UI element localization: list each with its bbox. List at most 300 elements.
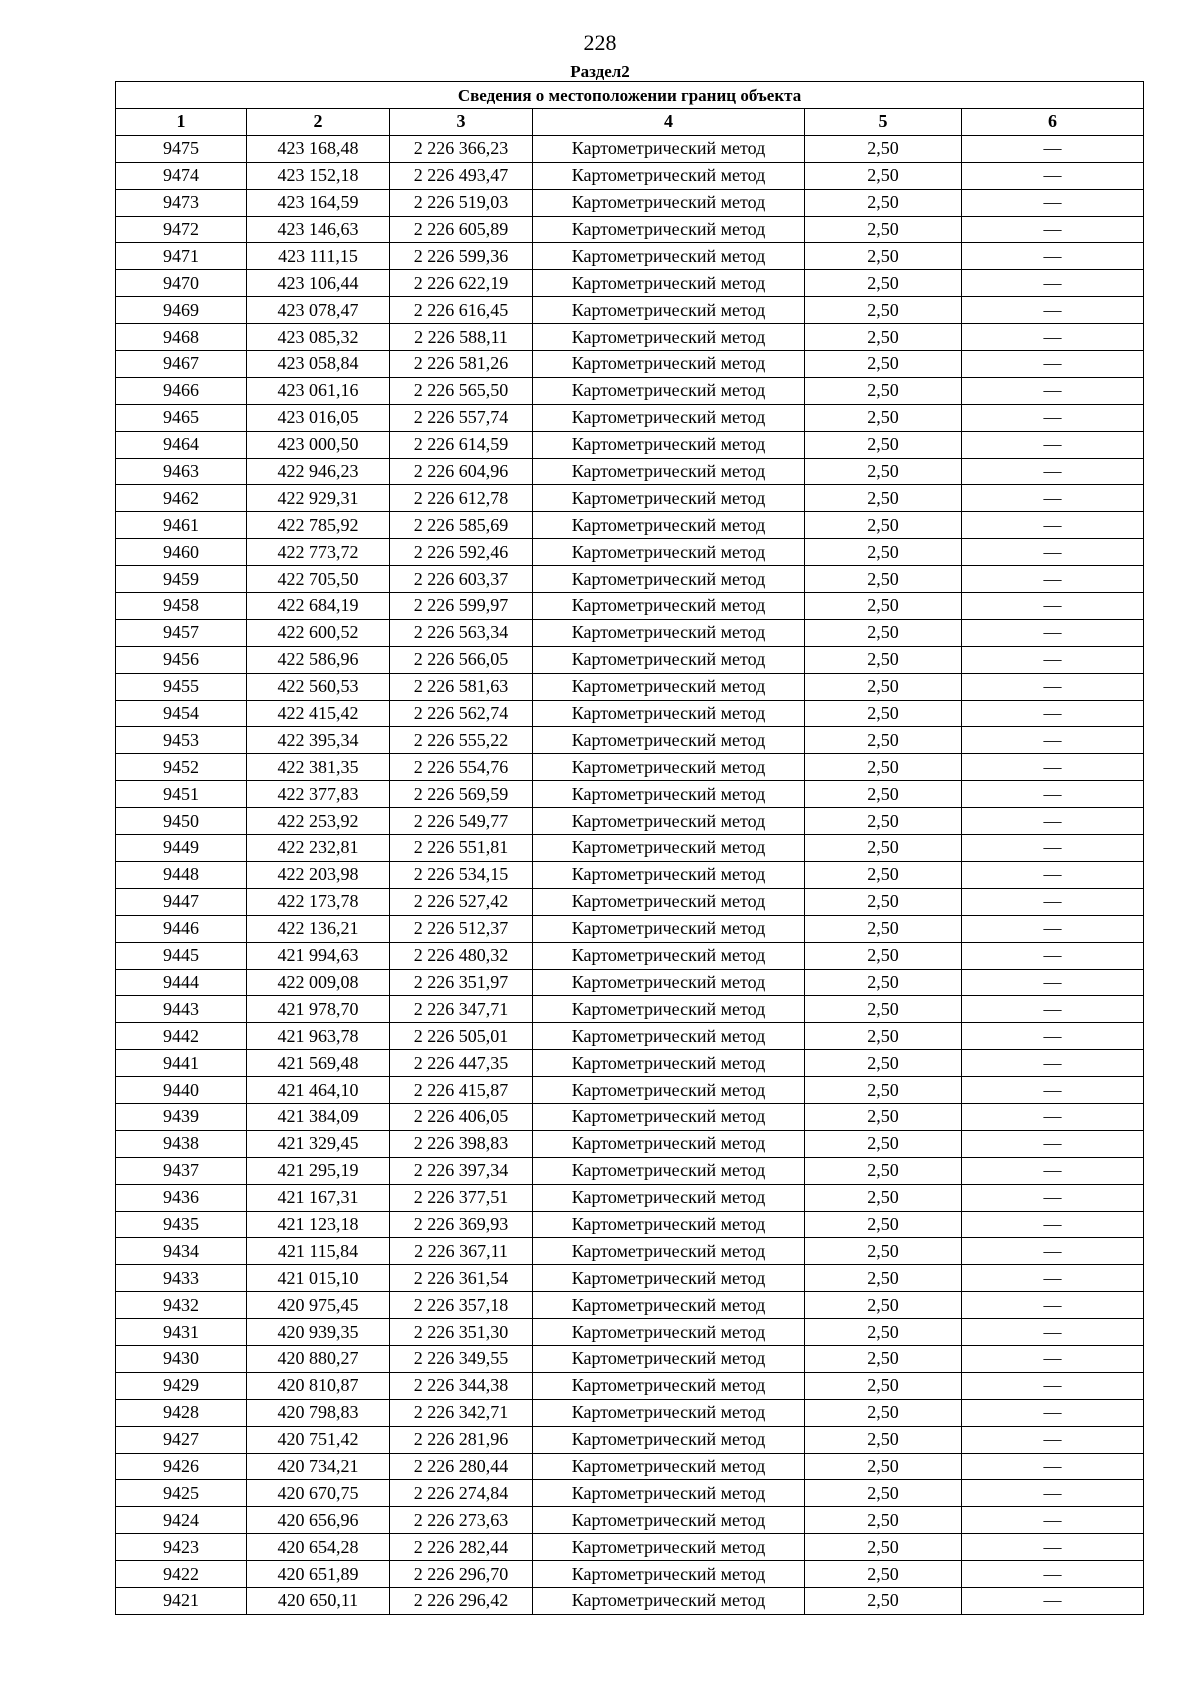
point-number-cell: 9474 [116, 162, 247, 189]
accuracy-cell: 2,50 [805, 942, 962, 969]
y-coordinate-cell: 2 226 397,34 [390, 1157, 533, 1184]
accuracy-cell: 2,50 [805, 808, 962, 835]
method-cell: Картометрический метод [533, 297, 805, 324]
x-coordinate-cell: 422 395,34 [247, 727, 390, 754]
method-cell: Картометрический метод [533, 1372, 805, 1399]
method-cell: Картометрический метод [533, 162, 805, 189]
table-row [116, 673, 1144, 700]
method-cell: Картометрический метод [533, 1319, 805, 1346]
table-row [116, 297, 1144, 324]
note-cell: — [962, 1480, 1144, 1507]
accuracy-cell: 2,50 [805, 1319, 962, 1346]
x-coordinate-cell: 423 111,15 [247, 243, 390, 270]
point-number-cell: 9466 [116, 377, 247, 404]
accuracy-cell: 2,50 [805, 1399, 962, 1426]
table-row [116, 1265, 1144, 1292]
note-cell: — [962, 700, 1144, 727]
y-coordinate-cell: 2 226 273,63 [390, 1507, 533, 1534]
y-coordinate-cell: 2 226 406,05 [390, 1103, 533, 1130]
accuracy-cell: 2,50 [805, 727, 962, 754]
caption-row [116, 82, 1144, 109]
method-cell: Картометрический метод [533, 1184, 805, 1211]
accuracy-cell: 2,50 [805, 915, 962, 942]
method-cell: Картометрический метод [533, 270, 805, 297]
accuracy-cell: 2,50 [805, 1103, 962, 1130]
point-number-cell: 9448 [116, 861, 247, 888]
y-coordinate-cell: 2 226 551,81 [390, 835, 533, 862]
y-coordinate-cell: 2 226 581,63 [390, 673, 533, 700]
y-coordinate-cell: 2 226 599,36 [390, 243, 533, 270]
x-coordinate-cell: 422 415,42 [247, 700, 390, 727]
table-row [116, 754, 1144, 781]
note-cell: — [962, 351, 1144, 378]
point-number-cell: 9446 [116, 915, 247, 942]
note-cell: — [962, 485, 1144, 512]
x-coordinate-cell: 423 016,05 [247, 404, 390, 431]
point-number-cell: 9458 [116, 593, 247, 620]
x-coordinate-cell: 422 377,83 [247, 781, 390, 808]
note-cell: — [962, 1372, 1144, 1399]
note-cell: — [962, 861, 1144, 888]
table-row [116, 1453, 1144, 1480]
x-coordinate-cell: 422 946,23 [247, 458, 390, 485]
method-cell: Картометрический метод [533, 1507, 805, 1534]
method-cell: Картометрический метод [533, 1023, 805, 1050]
note-cell: — [962, 808, 1144, 835]
x-coordinate-cell: 423 078,47 [247, 297, 390, 324]
accuracy-cell: 2,50 [805, 1157, 962, 1184]
accuracy-cell: 2,50 [805, 324, 962, 351]
y-coordinate-cell: 2 226 557,74 [390, 404, 533, 431]
point-number-cell: 9449 [116, 835, 247, 862]
method-cell: Картометрический метод [533, 1453, 805, 1480]
method-cell: Картометрический метод [533, 1345, 805, 1372]
table-row [116, 593, 1144, 620]
accuracy-cell: 2,50 [805, 888, 962, 915]
x-coordinate-cell: 420 880,27 [247, 1345, 390, 1372]
method-cell: Картометрический метод [533, 1399, 805, 1426]
method-cell: Картометрический метод [533, 1238, 805, 1265]
method-cell: Картометрический метод [533, 566, 805, 593]
table-row [116, 377, 1144, 404]
note-cell: — [962, 1130, 1144, 1157]
x-coordinate-cell: 422 785,92 [247, 512, 390, 539]
x-coordinate-cell: 421 464,10 [247, 1077, 390, 1104]
note-cell: — [962, 781, 1144, 808]
y-coordinate-cell: 2 226 512,37 [390, 915, 533, 942]
x-coordinate-cell: 420 810,87 [247, 1372, 390, 1399]
note-cell: — [962, 915, 1144, 942]
column-number-row [116, 109, 1144, 136]
table-row [116, 512, 1144, 539]
method-cell: Картометрический метод [533, 458, 805, 485]
method-cell: Картометрический метод [533, 1050, 805, 1077]
x-coordinate-cell: 423 168,48 [247, 135, 390, 162]
note-cell: — [962, 646, 1144, 673]
point-number-cell: 9435 [116, 1211, 247, 1238]
y-coordinate-cell: 2 226 603,37 [390, 566, 533, 593]
table-row [116, 969, 1144, 996]
accuracy-cell: 2,50 [805, 1211, 962, 1238]
table-row [116, 1372, 1144, 1399]
table-row [116, 324, 1144, 351]
column-number: 6 [962, 109, 1144, 136]
accuracy-cell: 2,50 [805, 431, 962, 458]
table-row [116, 404, 1144, 431]
point-number-cell: 9444 [116, 969, 247, 996]
x-coordinate-cell: 421 123,18 [247, 1211, 390, 1238]
accuracy-cell: 2,50 [805, 566, 962, 593]
method-cell: Картометрический метод [533, 1103, 805, 1130]
point-number-cell: 9423 [116, 1534, 247, 1561]
x-coordinate-cell: 420 734,21 [247, 1453, 390, 1480]
x-coordinate-cell: 421 384,09 [247, 1103, 390, 1130]
note-cell: — [962, 888, 1144, 915]
accuracy-cell: 2,50 [805, 1372, 962, 1399]
accuracy-cell: 2,50 [805, 969, 962, 996]
table-row [116, 1399, 1144, 1426]
y-coordinate-cell: 2 226 549,77 [390, 808, 533, 835]
y-coordinate-cell: 2 226 505,01 [390, 1023, 533, 1050]
method-cell: Картометрический метод [533, 1426, 805, 1453]
y-coordinate-cell: 2 226 447,35 [390, 1050, 533, 1077]
note-cell: — [962, 243, 1144, 270]
method-cell: Картометрический метод [533, 996, 805, 1023]
table-body [116, 135, 1144, 1614]
y-coordinate-cell: 2 226 349,55 [390, 1345, 533, 1372]
accuracy-cell: 2,50 [805, 781, 962, 808]
x-coordinate-cell: 422 173,78 [247, 888, 390, 915]
point-number-cell: 9442 [116, 1023, 247, 1050]
table-row [116, 1534, 1144, 1561]
y-coordinate-cell: 2 226 605,89 [390, 216, 533, 243]
x-coordinate-cell: 421 329,45 [247, 1130, 390, 1157]
point-number-cell: 9426 [116, 1453, 247, 1480]
table-row [116, 1292, 1144, 1319]
point-number-cell: 9468 [116, 324, 247, 351]
note-cell: — [962, 593, 1144, 620]
point-number-cell: 9462 [116, 485, 247, 512]
accuracy-cell: 2,50 [805, 1238, 962, 1265]
point-number-cell: 9437 [116, 1157, 247, 1184]
method-cell: Картометрический метод [533, 404, 805, 431]
table-row [116, 1507, 1144, 1534]
y-coordinate-cell: 2 226 534,15 [390, 861, 533, 888]
accuracy-cell: 2,50 [805, 1130, 962, 1157]
note-cell: — [962, 216, 1144, 243]
table-row [116, 996, 1144, 1023]
table-row [116, 1103, 1144, 1130]
method-cell: Картометрический метод [533, 1211, 805, 1238]
note-cell: — [962, 135, 1144, 162]
note-cell: — [962, 969, 1144, 996]
accuracy-cell: 2,50 [805, 1023, 962, 1050]
table-row [116, 888, 1144, 915]
note-cell: — [962, 1345, 1144, 1372]
y-coordinate-cell: 2 226 554,76 [390, 754, 533, 781]
accuracy-cell: 2,50 [805, 485, 962, 512]
point-number-cell: 9452 [116, 754, 247, 781]
method-cell: Картометрический метод [533, 673, 805, 700]
point-number-cell: 9440 [116, 1077, 247, 1104]
accuracy-cell: 2,50 [805, 754, 962, 781]
y-coordinate-cell: 2 226 527,42 [390, 888, 533, 915]
x-coordinate-cell: 422 586,96 [247, 646, 390, 673]
point-number-cell: 9471 [116, 243, 247, 270]
note-cell: — [962, 566, 1144, 593]
point-number-cell: 9430 [116, 1345, 247, 1372]
point-number-cell: 9429 [116, 1372, 247, 1399]
point-number-cell: 9441 [116, 1050, 247, 1077]
table-row [116, 619, 1144, 646]
method-cell: Картометрический метод [533, 216, 805, 243]
note-cell: — [962, 1319, 1144, 1346]
accuracy-cell: 2,50 [805, 1453, 962, 1480]
point-number-cell: 9451 [116, 781, 247, 808]
note-cell: — [962, 297, 1144, 324]
note-cell: — [962, 754, 1144, 781]
method-cell: Картометрический метод [533, 1561, 805, 1588]
method-cell: Картометрический метод [533, 1130, 805, 1157]
y-coordinate-cell: 2 226 366,23 [390, 135, 533, 162]
y-coordinate-cell: 2 226 280,44 [390, 1453, 533, 1480]
point-number-cell: 9434 [116, 1238, 247, 1265]
x-coordinate-cell: 423 058,84 [247, 351, 390, 378]
note-cell: — [962, 1426, 1144, 1453]
accuracy-cell: 2,50 [805, 243, 962, 270]
method-cell: Картометрический метод [533, 888, 805, 915]
method-cell: Картометрический метод [533, 1077, 805, 1104]
y-coordinate-cell: 2 226 622,19 [390, 270, 533, 297]
x-coordinate-cell: 420 651,89 [247, 1561, 390, 1588]
method-cell: Картометрический метод [533, 727, 805, 754]
note-cell: — [962, 1507, 1144, 1534]
table-row [116, 135, 1144, 162]
method-cell: Картометрический метод [533, 835, 805, 862]
x-coordinate-cell: 420 975,45 [247, 1292, 390, 1319]
point-number-cell: 9450 [116, 808, 247, 835]
x-coordinate-cell: 422 253,92 [247, 808, 390, 835]
accuracy-cell: 2,50 [805, 1184, 962, 1211]
table-row [116, 1238, 1144, 1265]
point-number-cell: 9473 [116, 189, 247, 216]
x-coordinate-cell: 423 106,44 [247, 270, 390, 297]
method-cell: Картометрический метод [533, 700, 805, 727]
point-number-cell: 9467 [116, 351, 247, 378]
boundary-table-container [115, 81, 1143, 1615]
y-coordinate-cell: 2 226 599,97 [390, 593, 533, 620]
y-coordinate-cell: 2 226 369,93 [390, 1211, 533, 1238]
x-coordinate-cell: 420 798,83 [247, 1399, 390, 1426]
table-row [116, 1319, 1144, 1346]
note-cell: — [962, 1453, 1144, 1480]
column-number: 5 [805, 109, 962, 136]
x-coordinate-cell: 421 295,19 [247, 1157, 390, 1184]
table-row [116, 915, 1144, 942]
table-row [116, 566, 1144, 593]
y-coordinate-cell: 2 226 581,26 [390, 351, 533, 378]
y-coordinate-cell: 2 226 344,38 [390, 1372, 533, 1399]
table-row [116, 539, 1144, 566]
note-cell: — [962, 1103, 1144, 1130]
table-row [116, 1050, 1144, 1077]
accuracy-cell: 2,50 [805, 996, 962, 1023]
note-cell: — [962, 673, 1144, 700]
point-number-cell: 9431 [116, 1319, 247, 1346]
table-row [116, 351, 1144, 378]
accuracy-cell: 2,50 [805, 512, 962, 539]
method-cell: Картометрический метод [533, 243, 805, 270]
y-coordinate-cell: 2 226 367,11 [390, 1238, 533, 1265]
y-coordinate-cell: 2 226 592,46 [390, 539, 533, 566]
table-row [116, 458, 1144, 485]
point-number-cell: 9456 [116, 646, 247, 673]
note-cell: — [962, 539, 1144, 566]
y-coordinate-cell: 2 226 612,78 [390, 485, 533, 512]
x-coordinate-cell: 422 232,81 [247, 835, 390, 862]
note-cell: — [962, 1211, 1144, 1238]
table-row [116, 1587, 1144, 1614]
accuracy-cell: 2,50 [805, 458, 962, 485]
point-number-cell: 9433 [116, 1265, 247, 1292]
y-coordinate-cell: 2 226 415,87 [390, 1077, 533, 1104]
method-cell: Картометрический метод [533, 915, 805, 942]
point-number-cell: 9427 [116, 1426, 247, 1453]
y-coordinate-cell: 2 226 274,84 [390, 1480, 533, 1507]
table-row [116, 1184, 1144, 1211]
x-coordinate-cell: 422 136,21 [247, 915, 390, 942]
point-number-cell: 9470 [116, 270, 247, 297]
note-cell: — [962, 1399, 1144, 1426]
note-cell: — [962, 431, 1144, 458]
method-cell: Картометрический метод [533, 1534, 805, 1561]
point-number-cell: 9436 [116, 1184, 247, 1211]
point-number-cell: 9464 [116, 431, 247, 458]
method-cell: Картометрический метод [533, 351, 805, 378]
x-coordinate-cell: 421 167,31 [247, 1184, 390, 1211]
accuracy-cell: 2,50 [805, 1292, 962, 1319]
accuracy-cell: 2,50 [805, 270, 962, 297]
y-coordinate-cell: 2 226 565,50 [390, 377, 533, 404]
accuracy-cell: 2,50 [805, 1265, 962, 1292]
note-cell: — [962, 942, 1144, 969]
x-coordinate-cell: 422 203,98 [247, 861, 390, 888]
note-cell: — [962, 1265, 1144, 1292]
table-row [116, 1130, 1144, 1157]
table-row [116, 1561, 1144, 1588]
point-number-cell: 9465 [116, 404, 247, 431]
accuracy-cell: 2,50 [805, 1587, 962, 1614]
note-cell: — [962, 458, 1144, 485]
table-row [116, 781, 1144, 808]
y-coordinate-cell: 2 226 569,59 [390, 781, 533, 808]
method-cell: Картометрический метод [533, 646, 805, 673]
x-coordinate-cell: 421 963,78 [247, 1023, 390, 1050]
y-coordinate-cell: 2 226 296,42 [390, 1587, 533, 1614]
x-coordinate-cell: 421 115,84 [247, 1238, 390, 1265]
x-coordinate-cell: 420 939,35 [247, 1319, 390, 1346]
x-coordinate-cell: 420 656,96 [247, 1507, 390, 1534]
note-cell: — [962, 404, 1144, 431]
column-number: 4 [533, 109, 805, 136]
accuracy-cell: 2,50 [805, 1480, 962, 1507]
point-number-cell: 9455 [116, 673, 247, 700]
table-row [116, 1211, 1144, 1238]
table-row [116, 189, 1144, 216]
note-cell: — [962, 727, 1144, 754]
method-cell: Картометрический метод [533, 1480, 805, 1507]
accuracy-cell: 2,50 [805, 1077, 962, 1104]
y-coordinate-cell: 2 226 357,18 [390, 1292, 533, 1319]
table-row [116, 1023, 1144, 1050]
x-coordinate-cell: 421 015,10 [247, 1265, 390, 1292]
y-coordinate-cell: 2 226 347,71 [390, 996, 533, 1023]
accuracy-cell: 2,50 [805, 189, 962, 216]
note-cell: — [962, 619, 1144, 646]
y-coordinate-cell: 2 226 563,34 [390, 619, 533, 646]
y-coordinate-cell: 2 226 555,22 [390, 727, 533, 754]
point-number-cell: 9439 [116, 1103, 247, 1130]
method-cell: Картометрический метод [533, 135, 805, 162]
point-number-cell: 9424 [116, 1507, 247, 1534]
point-number-cell: 9453 [116, 727, 247, 754]
accuracy-cell: 2,50 [805, 404, 962, 431]
accuracy-cell: 2,50 [805, 646, 962, 673]
table-row [116, 243, 1144, 270]
point-number-cell: 9445 [116, 942, 247, 969]
column-number: 1 [116, 109, 247, 136]
note-cell: — [962, 1050, 1144, 1077]
accuracy-cell: 2,50 [805, 216, 962, 243]
table-row [116, 485, 1144, 512]
method-cell: Картометрический метод [533, 189, 805, 216]
method-cell: Картометрический метод [533, 754, 805, 781]
accuracy-cell: 2,50 [805, 539, 962, 566]
table-row [116, 1345, 1144, 1372]
y-coordinate-cell: 2 226 519,03 [390, 189, 533, 216]
table-row [116, 270, 1144, 297]
accuracy-cell: 2,50 [805, 1561, 962, 1588]
point-number-cell: 9443 [116, 996, 247, 1023]
note-cell: — [962, 270, 1144, 297]
x-coordinate-cell: 420 670,75 [247, 1480, 390, 1507]
note-cell: — [962, 835, 1144, 862]
y-coordinate-cell: 2 226 296,70 [390, 1561, 533, 1588]
table-row [116, 942, 1144, 969]
table-row [116, 216, 1144, 243]
accuracy-cell: 2,50 [805, 351, 962, 378]
point-number-cell: 9469 [116, 297, 247, 324]
point-number-cell: 9461 [116, 512, 247, 539]
point-number-cell: 9447 [116, 888, 247, 915]
accuracy-cell: 2,50 [805, 1426, 962, 1453]
note-cell: — [962, 512, 1144, 539]
accuracy-cell: 2,50 [805, 1050, 962, 1077]
accuracy-cell: 2,50 [805, 135, 962, 162]
y-coordinate-cell: 2 226 398,83 [390, 1130, 533, 1157]
method-cell: Картометрический метод [533, 593, 805, 620]
note-cell: — [962, 377, 1144, 404]
method-cell: Картометрический метод [533, 431, 805, 458]
page-number: 228 [583, 30, 617, 55]
table-row [116, 1157, 1144, 1184]
table-row [116, 861, 1144, 888]
note-cell: — [962, 1077, 1144, 1104]
x-coordinate-cell: 422 705,50 [247, 566, 390, 593]
note-cell: — [962, 1292, 1144, 1319]
accuracy-cell: 2,50 [805, 1345, 962, 1372]
table-row [116, 646, 1144, 673]
